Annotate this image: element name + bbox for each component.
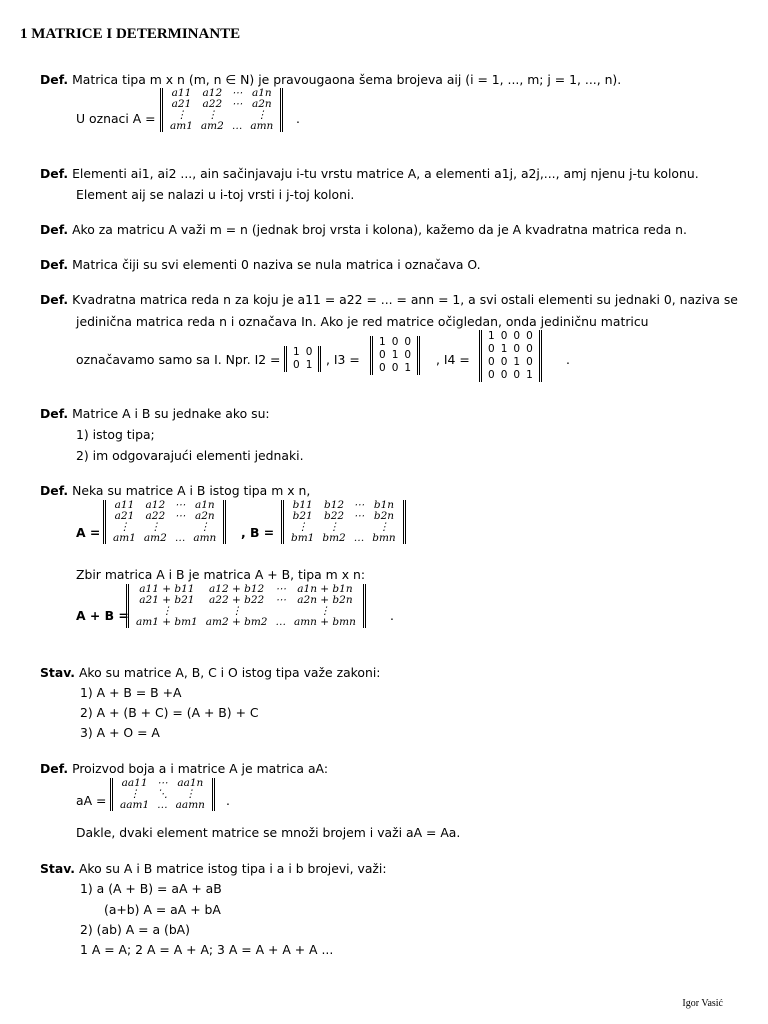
- matrix-cell: a21: [114, 510, 135, 522]
- author-signature: Igor Vasić: [682, 998, 723, 1009]
- matrix-cell: 0: [526, 356, 533, 368]
- matrix-cell: ⋮: [199, 521, 211, 533]
- list-item: 2) A + (B + C) = (A + B) + C: [80, 705, 259, 720]
- stav-1-text: Ako su matrice A, B, C i O istog tipa važe zakoni:: [78, 665, 381, 680]
- def-label: Def.: [40, 292, 69, 307]
- matrix-cell: aamn: [175, 799, 205, 811]
- list-item: 1) a (A + B) = aA + aB: [80, 881, 222, 896]
- matrix-cell: ⋮: [256, 109, 268, 121]
- matrix-a-label: A =: [76, 525, 101, 540]
- matrix-cell: ⋮: [176, 109, 187, 121]
- def-5-line2: jedinična matrica reda n i označava In. Ako je red matrice očigledan, onda jediničnu matricu: [76, 314, 649, 329]
- identity-matrix-3: [370, 336, 420, 375]
- def-label: Def.: [40, 166, 69, 181]
- matrix-cell: am1: [113, 532, 136, 544]
- def-4-text: Matrica čiji su svi elementi 0 naziva se nula matrica i označava O.: [72, 257, 481, 272]
- matrix-cell: 0: [488, 369, 495, 381]
- matrix-cell: ⋯: [157, 777, 168, 789]
- period: .: [566, 352, 570, 367]
- period: .: [226, 793, 230, 808]
- matrix-cell: 0: [391, 336, 399, 348]
- matrix-cell: aa1n: [177, 777, 204, 789]
- matrix-cell: 0: [404, 349, 412, 361]
- matrix-cell: 1: [488, 330, 495, 342]
- matrix-cell: ⋯: [231, 98, 243, 110]
- matrix-cell: b22: [323, 510, 345, 522]
- matrix-cell: amn + bmn: [293, 616, 356, 628]
- def-1: [40, 70, 621, 90]
- matrix-cell: a22: [202, 98, 223, 110]
- scalar-product-label: aA =: [76, 793, 107, 808]
- matrix-cell: 1: [513, 356, 521, 368]
- matrix-cell: 0: [526, 343, 533, 355]
- matrix-cell: ⋮: [328, 521, 340, 533]
- matrix-cell: b12: [323, 499, 345, 511]
- matrix-cell: 0: [488, 343, 495, 355]
- matrix-cell: a2n + b2n: [297, 594, 353, 606]
- matrix-cell: bm1: [291, 532, 315, 544]
- matrix-cell: 1: [293, 346, 300, 358]
- stav-2: [40, 859, 387, 879]
- identity-matrix-4: [479, 330, 542, 382]
- identity-matrix-2: [284, 346, 321, 372]
- matrix-cell: 1: [391, 349, 399, 361]
- matrix-cell: ⋮: [161, 605, 173, 617]
- matrix-a: [103, 500, 226, 544]
- def-8: [40, 759, 328, 779]
- def-label: Def.: [40, 483, 69, 498]
- matrix-cell: 0: [379, 362, 386, 374]
- def-5-line3: označavamo samo sa I. Npr. I2 =: [76, 352, 281, 367]
- matrix-cell: a11: [114, 499, 135, 511]
- matrix-cell: ⋯: [275, 583, 286, 595]
- matrix-cell: ⋮: [119, 521, 130, 533]
- sum-label: A + B =: [76, 608, 129, 623]
- matrix-b-label: , B =: [241, 525, 275, 540]
- matrix-cell: a12 + b12: [209, 583, 265, 595]
- matrix-cell: ⋮: [231, 605, 242, 617]
- matrix-cell: a12: [145, 499, 166, 511]
- list-item: 1) istog tipa;: [76, 427, 155, 442]
- matrix-cell: 0: [500, 356, 508, 368]
- def-label: Def.: [40, 406, 69, 421]
- matrix-cell: 0: [500, 330, 508, 342]
- def-label: Def.: [40, 761, 69, 776]
- matrix-cell: ⋮: [150, 521, 161, 533]
- matrix-cell: 1: [500, 343, 508, 355]
- def-6: [40, 404, 270, 424]
- def-2-text: Elementi ai1, ai2 ..., ain sačinjavaju i-tu vrstu matrice A, a elementi a1j, a2j,..., amj njenu j-tu kolonu.: [72, 166, 699, 181]
- matrix-cell: a1n: [251, 87, 272, 99]
- matrix-cell: a1n + b1n: [297, 583, 353, 595]
- matrix-b: [281, 500, 406, 544]
- stav-2-text: Ako su A i B matrice istog tipa i a i b brojevi, važi:: [78, 861, 387, 876]
- def-1-text: Matrica tipa m x n (m, n ∈ N) je pravougaona šema brojeva aij (i = 1, ..., m; j = 1, ..., n).: [72, 72, 622, 87]
- stav-1: [40, 663, 380, 683]
- list-item: 2) (ab) A = a (bA): [80, 922, 190, 937]
- list-item: (a+b) A = aA + bA: [104, 902, 221, 917]
- def-label: Def.: [40, 72, 69, 87]
- def-5: [40, 290, 738, 310]
- matrix-cell: bm2: [322, 532, 346, 544]
- page-title: 1 MATRICE I DETERMINANTE: [20, 26, 241, 42]
- matrix-cell: 1: [379, 336, 386, 348]
- matrix-cell: 0: [513, 343, 521, 355]
- matrix-cell: a1n: [194, 499, 215, 511]
- matrix-cell: ⋱: [157, 788, 168, 800]
- matrix-cell: ⋯: [353, 499, 365, 511]
- matrix-cell: aa11: [121, 777, 148, 789]
- def-3: [40, 220, 687, 240]
- period: .: [296, 111, 300, 126]
- matrix-cell: 1: [526, 369, 533, 381]
- period: .: [390, 608, 394, 623]
- matrix-cell: b11: [292, 499, 313, 511]
- matrix-cell: ⋯: [353, 510, 365, 522]
- matrix-cell: a2n: [194, 510, 215, 522]
- i4-label: , I4 =: [436, 352, 470, 367]
- def-8-text: Proizvod boja a i matrice A je matrica aA:: [72, 761, 328, 776]
- matrix-cell: …: [275, 616, 286, 628]
- matrix-cell: 0: [513, 330, 521, 342]
- def-7-text: Neka su matrice A i B istog tipa m x n,: [72, 483, 311, 498]
- i3-label: , I3 =: [326, 352, 360, 367]
- matrix-cell: am2: [143, 532, 167, 544]
- def-3-text: Ako za matricu A važi m = n (jednak broj vrsta i kolona), kažemo da je A kvadratna matrica reda n.: [72, 222, 687, 237]
- stav-label: Stav.: [40, 665, 75, 680]
- def-label: Def.: [40, 257, 69, 272]
- matrix-cell: 0: [391, 362, 399, 374]
- matrix-cell: am1 + bm1: [136, 616, 198, 628]
- matrix-cell: ⋮: [297, 521, 308, 533]
- def-4: [40, 255, 481, 275]
- matrix-cell: b1n: [373, 499, 395, 511]
- def-5-text: Kvadratna matrica reda n za koju je a11 = a22 = ... = ann = 1, a svi ostali elementi su jednaki 0, naziva se: [72, 292, 738, 307]
- matrix-cell: a21: [171, 98, 192, 110]
- list-item: 1 A = A; 2 A = A + A; 3 A = A + A + A ...: [80, 942, 334, 957]
- matrix-cell: am1: [170, 120, 193, 132]
- list-item: 1) A + B = B +A: [80, 685, 182, 700]
- matrix-cell: a22 + b22: [209, 594, 265, 606]
- matrix-cell: a11: [171, 87, 192, 99]
- matrix-cell: a11 + b11: [139, 583, 195, 595]
- matrix-cell: 0: [305, 346, 313, 358]
- def-2: [40, 164, 699, 184]
- matrix-cell: bmn: [372, 532, 396, 544]
- matrix-cell: ⋮: [378, 521, 390, 533]
- matrix-cell: …: [353, 532, 365, 544]
- def-1-notation: U oznaci A =: [76, 111, 156, 126]
- matrix-cell: ⋯: [174, 499, 186, 511]
- matrix-cell: ⋮: [207, 109, 218, 121]
- matrix-cell: 0: [513, 369, 521, 381]
- def-label: Def.: [40, 222, 69, 237]
- matrix-cell: a21 + b21: [139, 594, 195, 606]
- def-7: [40, 481, 310, 501]
- matrix-cell: 0: [488, 356, 495, 368]
- matrix-cell: amn: [250, 120, 274, 132]
- matrix-cell: ⋯: [231, 87, 243, 99]
- matrix-cell: 0: [526, 330, 533, 342]
- matrix-cell: …: [174, 532, 186, 544]
- matrix-cell: …: [231, 120, 243, 132]
- def-6-text: Matrice A i B su jednake ako su:: [72, 406, 270, 421]
- matrix-cell: am2: [200, 120, 224, 132]
- matrix-cell: 0: [379, 349, 386, 361]
- stav-label: Stav.: [40, 861, 75, 876]
- sum-definition: Zbir matrica A i B je matrica A + B, tipa m x n:: [76, 567, 365, 582]
- matrix-cell: a22: [145, 510, 166, 522]
- sum-matrix: [126, 584, 366, 628]
- scalar-product-matrix: [110, 778, 215, 811]
- def-8-conclusion: Dakle, dvaki element matrice se množi brojem i važi aA = Aa.: [76, 825, 461, 840]
- matrix-cell: b2n: [373, 510, 395, 522]
- matrix-cell: 1: [404, 362, 412, 374]
- matrix-cell: ⋯: [174, 510, 186, 522]
- matrix-cell: a12: [202, 87, 223, 99]
- matrix-cell: a2n: [251, 98, 272, 110]
- matrix-cell: 0: [293, 359, 300, 371]
- matrix-cell: aam1: [120, 799, 150, 811]
- matrix-cell: 0: [404, 336, 412, 348]
- matrix-cell: 0: [500, 369, 508, 381]
- matrix-cell: ⋮: [185, 788, 196, 800]
- matrix-cell: ⋮: [319, 605, 331, 617]
- matrix-cell: am2 + bm2: [205, 616, 268, 628]
- matrix-cell: ⋯: [275, 594, 286, 606]
- matrix-a-general: [160, 88, 283, 132]
- matrix-cell: amn: [193, 532, 217, 544]
- matrix-cell: b21: [292, 510, 313, 522]
- matrix-cell: …: [157, 799, 168, 811]
- list-item: 3) A + O = A: [80, 725, 160, 740]
- list-item: 2) im odgovarajući elementi jednaki.: [76, 448, 304, 463]
- matrix-cell: 1: [305, 359, 313, 371]
- matrix-cell: ⋮: [129, 788, 140, 800]
- def-2-line2: Element aij se nalazi u i-toj vrsti i j-toj koloni.: [76, 187, 355, 202]
